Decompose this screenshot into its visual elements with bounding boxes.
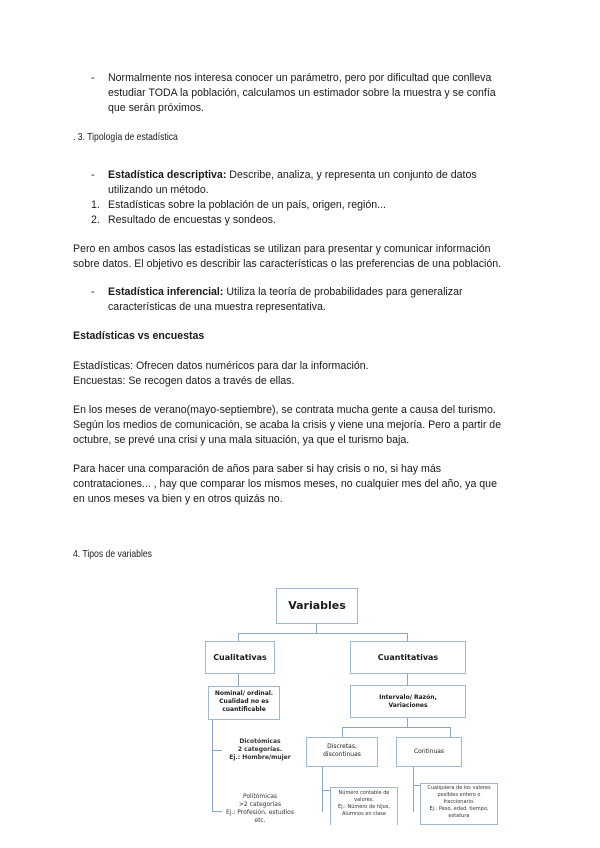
discretas-box bbox=[306, 737, 378, 767]
connector-line bbox=[407, 673, 408, 685]
discretas-desc-box bbox=[330, 787, 398, 825]
continuas-desc-line: fraccionario. bbox=[443, 799, 475, 805]
ambos-line-1: Pero en ambos casos las estadísticas se utilizan para presentar y comunicar información bbox=[73, 243, 491, 255]
connector-line bbox=[238, 673, 239, 687]
connector-line bbox=[212, 811, 222, 812]
list-number: 2. bbox=[91, 214, 100, 226]
vs-line-2: Encuestas: Se recogen datos a través de ellas. bbox=[73, 375, 295, 387]
connector-line bbox=[238, 633, 408, 634]
intro-line-1: Normalmente nos interesa conocer un parámetro, pero por dificultad que conlleva bbox=[108, 72, 492, 84]
verano-line-3: octubre, se prevé una crisi y una mala situación, ya que el turismo baja. bbox=[73, 434, 410, 446]
connector-line bbox=[322, 790, 330, 791]
discretas-desc-line: Ej.: Número de hijos, bbox=[338, 804, 390, 810]
inferencial-line-1 bbox=[108, 285, 463, 300]
connector-line bbox=[212, 750, 222, 751]
connector-line bbox=[342, 727, 450, 728]
section-4-heading: 4. Tipos de variables bbox=[73, 548, 152, 560]
dicotomicas-line: Dicotómicas bbox=[239, 738, 281, 745]
intro-line-3: que serán próximos. bbox=[108, 102, 204, 114]
list-item: Resultado de encuestas y sondeos. bbox=[108, 214, 276, 226]
list-item: Estadísticas sobre la población de un país, origen, región... bbox=[108, 199, 386, 211]
connector-line bbox=[316, 623, 317, 633]
intervalo-box bbox=[350, 685, 466, 718]
politomicas-line: >2 categorías bbox=[238, 801, 282, 808]
continuas-desc-line: estatura bbox=[448, 813, 470, 819]
politomicas-box bbox=[222, 791, 298, 825]
bullet-marker: - bbox=[91, 286, 95, 298]
politomicas-line: Politómicas bbox=[242, 793, 278, 800]
connector-line bbox=[450, 727, 451, 737]
ambos-line-2: sobre datos. El objetivo es describir las características o las preferencias de una población. bbox=[73, 258, 502, 270]
inferencial-def: Utiliza la teoría de probabilidades para generalizar bbox=[223, 286, 463, 298]
connector-line bbox=[407, 718, 408, 727]
dicotomicas-line: 2 categorías. bbox=[237, 746, 283, 753]
discretas-desc-line: Número contable de bbox=[338, 790, 390, 796]
descriptiva-def: Describe, analiza, y representa un conjunto de datos bbox=[226, 169, 477, 181]
nominal-line: Nominal/ ordinal. bbox=[214, 690, 274, 697]
descriptiva-line-2: utilizando un método. bbox=[108, 184, 209, 196]
comparacion-line-3: en unos meses va bien y en otros quizás no. bbox=[73, 493, 283, 505]
section-3-heading: . 3. Tipología de estadística bbox=[73, 131, 178, 143]
cuantitativas-box: Cuantitativas bbox=[350, 641, 466, 674]
comparacion-line-2: contrataciones... , hay que comparar los mismos meses, no cualquier mes del año, ya que bbox=[73, 478, 497, 490]
intervalo-line: Variaciones bbox=[388, 702, 428, 709]
descriptiva-line-1 bbox=[108, 168, 477, 183]
verano-line-2: Según los medios de comunicación, se acaba la crisis y viene una mejoría. Pero a partir de bbox=[73, 419, 502, 431]
inferencial-term: Estadística inferencial: bbox=[108, 286, 224, 298]
connector-line bbox=[413, 767, 414, 812]
nominal-box bbox=[208, 686, 280, 720]
connector-line bbox=[407, 633, 408, 641]
politomicas-line: Ej.: Profesión, estudios etc. bbox=[226, 809, 294, 824]
intervalo-line: Intervalo/ Razón, bbox=[379, 694, 437, 701]
dicotomicas-line: Ej.: Hombre/mujer bbox=[229, 754, 291, 761]
discretas-line: Discretas, bbox=[327, 743, 357, 750]
bullet-marker: - bbox=[91, 169, 95, 181]
inferencial-line-2: características de una muestra representativa. bbox=[108, 301, 326, 313]
vs-heading: Estadísticas vs encuestas bbox=[73, 330, 205, 342]
intro-line-2: estudiar TODA la población, calculamos un estimador sobre la muestra y se confía bbox=[108, 87, 496, 99]
discretas-line: discontinuas bbox=[323, 751, 361, 758]
vs-line-1: Estadísticas: Ofrecen datos numéricos para dar la información. bbox=[73, 360, 369, 372]
connector-line bbox=[212, 720, 213, 812]
verano-line-1: En los meses de verano(mayo-septiembre), se contrata mucha gente a causa del turismo. bbox=[73, 404, 496, 416]
continuas-desc-line: Ej.: Peso, edad, tiempo, bbox=[429, 806, 489, 812]
continuas-desc-box bbox=[420, 783, 498, 825]
dicotomicas-box bbox=[222, 735, 298, 769]
list-number: 1. bbox=[91, 199, 100, 211]
connector-line bbox=[342, 727, 343, 737]
nominal-line: Cualidad no es bbox=[219, 698, 269, 705]
connector-line bbox=[238, 633, 239, 641]
continuas-desc-line: posibles entero o bbox=[437, 792, 481, 798]
discretas-desc-line: valores. bbox=[354, 797, 374, 803]
variables-box: Variables bbox=[276, 588, 358, 624]
comparacion-line-1: Para hacer una comparación de años para saber si hay crisis o no, si hay más bbox=[73, 463, 442, 475]
bullet-marker: - bbox=[91, 72, 95, 84]
variables-diagram bbox=[200, 585, 520, 825]
discretas-desc-line: Alumnos en clase bbox=[342, 811, 386, 817]
continuas-desc-line: Cualquiera de los valores bbox=[427, 785, 491, 791]
descriptiva-term: Estadística descriptiva: bbox=[108, 169, 227, 181]
nominal-line: cuantificable bbox=[222, 706, 266, 713]
cualitativas-box: Cualitativas bbox=[205, 641, 275, 674]
continuas-box: Continuas bbox=[396, 737, 462, 767]
